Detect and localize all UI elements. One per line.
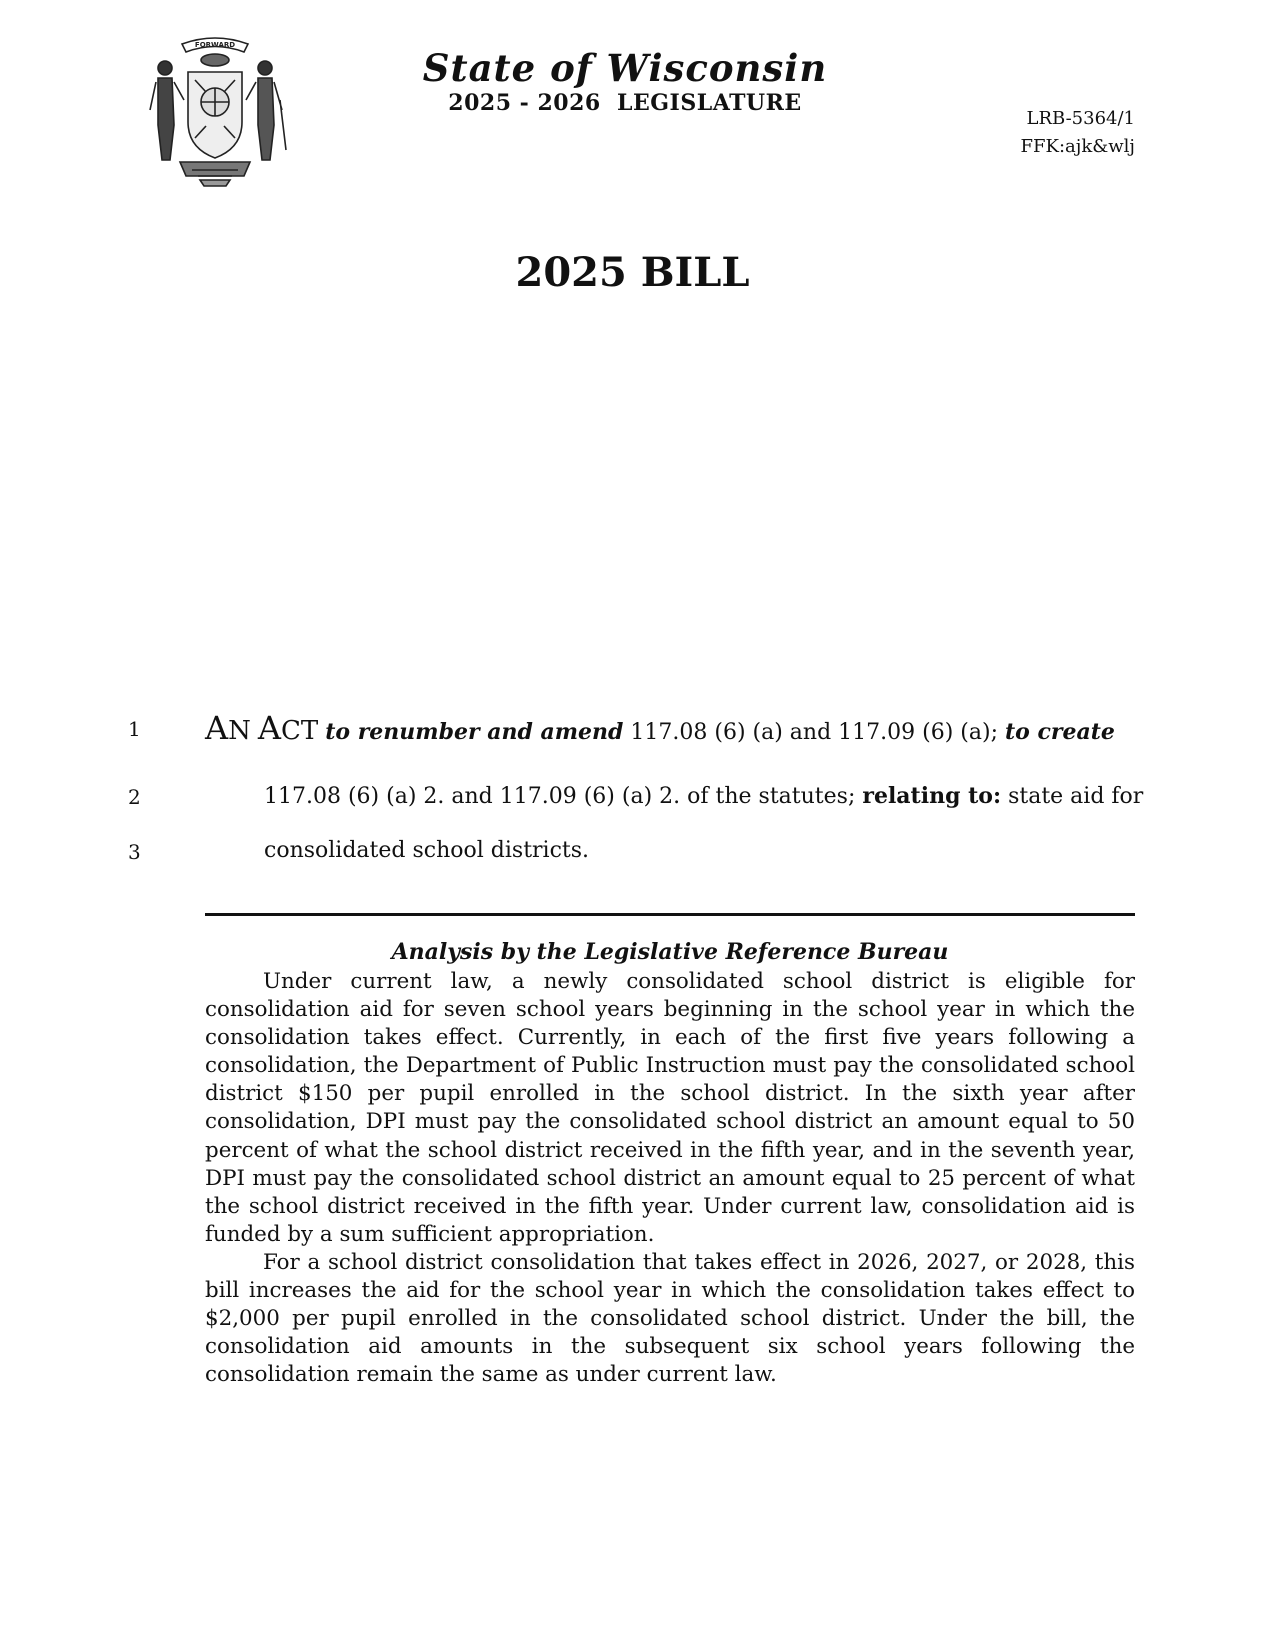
lrb-reference <box>1021 105 1135 161</box>
wisconsin-state-seal <box>140 30 290 190</box>
analysis-body <box>205 968 1135 1389</box>
analysis-heading: Analysis by the Legislative Reference Bureau <box>391 939 949 965</box>
line2-refs: 117.08 (6) (a) 2. and 117.09 (6) (a) 2. of the statutes; <box>264 784 863 809</box>
masthead <box>400 46 850 116</box>
act-a: A <box>257 709 281 747</box>
line-number-2: 2 <box>128 785 141 809</box>
an-a: A <box>205 709 229 747</box>
act-line-1 <box>205 709 1115 748</box>
line3-text: consolidated school districts. <box>264 838 590 863</box>
relating-label: relating to: <box>862 783 1002 809</box>
renumber-label: to renumber and amend <box>325 719 624 745</box>
drafter-code: FFK:ajk&wlj <box>1020 136 1135 157</box>
state-name: State of Wisconsin <box>422 46 828 90</box>
seal-motto: FORWARD <box>194 41 236 49</box>
lrb-number: LRB-5364/1 <box>1026 108 1135 129</box>
bill-title: 2025 BILL <box>515 249 750 296</box>
line-number-3: 3 <box>128 840 141 864</box>
act-line-3 <box>264 836 589 866</box>
act-line-2 <box>264 781 1143 812</box>
act-ct: CT <box>280 716 319 746</box>
renumber-refs: 117.08 (6) (a) and 117.09 (6) (a); <box>623 720 1005 745</box>
relating-text: state aid for <box>1001 784 1144 809</box>
legislature-session: 2025 - 2026 LEGISLATURE <box>448 90 802 116</box>
section-divider <box>205 913 1135 916</box>
create-label: to create <box>1004 719 1115 745</box>
analysis-paragraph: For a school district consolidation that takes effect in 2026, 2027, or 2028, this bill increases the aid for the school year in which the consolidation takes effect to $2,000 per pupil enrolled in the consolidated school district. Under the bill, the consolidation aid amounts in the subsequent six school years following the consolidation remain the same as under current law. <box>205 1249 1135 1388</box>
analysis-paragraph: Under current law, a newly consolidated school district is eligible for consolidation aid for seven school years beginning in the school year in which the consolidation takes effect. Currently, in each of the first five years following a consolidation, the Department of Public Instruction must pay the consolidated school district $150 per pupil enrolled in the school district. In the sixth year after consolidation, DPI must pay the consolidated school district an amount equal to 50 percent of what the school district received in the fifth year, and in the seventh year, DPI must pay the consolidated school district an amount equal to 25 percent of what the school district received in the fifth year. Under current law, consolidation aid is funded by a sum sufficient appropriation. <box>205 969 1135 1247</box>
line-number-1: 1 <box>128 717 141 741</box>
an-n: N <box>228 716 251 746</box>
